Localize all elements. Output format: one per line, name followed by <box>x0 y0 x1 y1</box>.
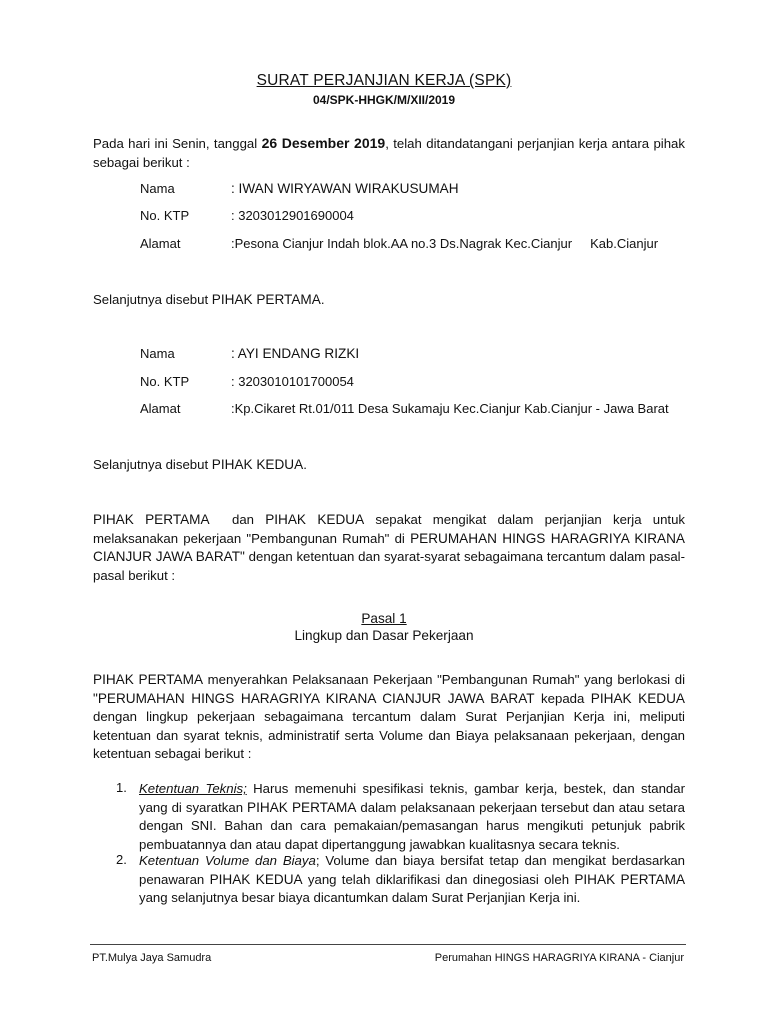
list-item-text1: ; Volume dan biaya bersifat tetap dan mengikat berdasarkan penawaran <box>139 853 686 887</box>
second-party-address-value: :Kp.Cikaret Rt.01/011 Desa Sukamaju Kec.Cianjur Kab.Cianjur - Jawa Barat <box>231 401 669 416</box>
second-party-ktp-value: : 3203010101700054 <box>231 374 354 389</box>
agreement-party1: PIHAK PERTAMA <box>93 512 210 527</box>
list-item <box>139 780 685 854</box>
list-item-term: Ketentuan Teknis; <box>139 781 247 796</box>
agreement-and: dan <box>209 512 266 527</box>
first-party-address-label: Alamat <box>140 236 181 251</box>
list-item-party: PIHAK KEDUA <box>209 871 303 887</box>
list-item-text1: Harus memenuhi spesifikasi teknis, gambar kerja, bestek, dan standar yang di syaratkan <box>139 781 685 815</box>
agreement-paragraph <box>93 511 685 585</box>
second-party-name-label: Nama <box>140 346 175 361</box>
agreement-party2: PIHAK KEDUA <box>265 512 365 527</box>
list-item-text2: yang telah diklarifikasi dan dinegosiasi oleh <box>302 871 575 887</box>
pasal1-heading: Pasal 1 <box>361 611 407 626</box>
second-party-designation-name: PIHAK KEDUA <box>211 457 304 472</box>
list-item-text2: dalam pelaksanaan pekerjaan tersebut dan atau setara dengan SNI. Bahan dan cara pemakaian/pemasangan harus mengikuti petunjuk pabrik pembuatannya dan atau dapat dipertanggung jawabkan kualitasnya secara teknis. <box>139 799 686 852</box>
second-party-ktp-label: No. KTP <box>140 374 190 389</box>
second-party-address-label: Alamat <box>140 401 181 416</box>
pasal1-text2: kepada <box>534 690 591 706</box>
document-number: 04/SPK-HHGK/M/XII/2019 <box>312 93 456 107</box>
first-party-designation-suffix: . <box>320 292 325 307</box>
pasal1-location: "PERUMAHAN HINGS HARAGRIYA KIRANA CIANJUR JAWA BARAT <box>93 690 535 706</box>
second-party-name-value: : AYI ENDANG RIZKI <box>231 346 360 361</box>
opening-suffix: , telah ditandatangani perjanjian kerja antara pihak sebagai berikut : <box>93 136 685 170</box>
list-item-text3: yang selanjutnya besar biaya dicantumkan dalam Surat Perjanjian Kerja ini. <box>139 890 581 905</box>
opening-prefix: Pada hari ini Senin, tanggal <box>93 136 262 151</box>
document-title: SURAT PERJANJIAN KERJA (SPK) <box>256 72 512 89</box>
list-item-party: PIHAK PERTAMA <box>247 799 357 815</box>
first-party-address-value: :Pesona Cianjur Indah blok.AA no.3 Ds.Nagrak Kec.Cianjur Kab.Cianjur <box>231 236 659 251</box>
pasal1-subheading: Lingkup dan Dasar Pekerjaan <box>294 628 474 643</box>
first-party-ktp-value: : 3203012901690004 <box>231 208 354 223</box>
first-party-designation <box>93 291 685 310</box>
footer-right: Perumahan HINGS HARAGRIYA KIRANA - Cianjur <box>434 952 684 964</box>
agreement-location: PERUMAHAN HINGS HARAGRIYA KIRANA CIANJUR JAWA BARAT" <box>93 530 685 564</box>
pasal1-text3: dengan lingkup pekerjaan sebagaimana tercantum dalam Surat Perjanjian Kerja ini, meliputi ketentuan dan syarat teknis, administratif serta Volume dan Biaya pelaksanaan pekerjaan, dengan ketentuan sebagai berikut : <box>93 709 685 761</box>
first-party-designation-prefix: Selanjutnya disebut <box>93 292 212 307</box>
second-party-designation-suffix: . <box>303 457 307 472</box>
footer-left: PT.Mulya Jaya Samudra <box>92 952 212 964</box>
second-party-designation-prefix: Selanjutnya disebut <box>93 457 212 472</box>
first-party-name-label: Nama <box>140 181 175 196</box>
agreement-text1: sepakat mengikat dalam perjanjian kerja untuk melaksanakan pekerjaan "Pembangunan Rumah" di <box>93 512 686 546</box>
pasal1-text1: menyerahkan Pelaksanaan Pekerjaan "Pembangunan Rumah" yang berlokasi di <box>203 672 686 687</box>
first-party-ktp-label: No. KTP <box>140 208 190 223</box>
agreement-text2: dengan ketentuan dan syarat-syarat sebagaimana tercantum dalam pasal-pasal berikut : <box>93 549 685 583</box>
list-item-number: 1. <box>116 780 127 795</box>
footer-divider <box>90 944 686 945</box>
first-party-name-value: : IWAN WIRYAWAN WIRAKUSUMAH <box>231 181 459 196</box>
list-item-number: 2. <box>116 852 127 867</box>
agreement-date: 26 Desember 2019 <box>261 135 386 151</box>
list-item-term: Ketentuan Volume dan Biaya <box>139 853 316 868</box>
pasal1-party1: PIHAK PERTAMA <box>93 672 204 687</box>
pasal1-party2: PIHAK KEDUA <box>590 690 686 706</box>
list-item <box>139 852 685 908</box>
opening-paragraph <box>93 134 685 172</box>
pasal1-paragraph <box>93 671 685 764</box>
second-party-designation <box>93 456 685 475</box>
first-party-designation-name: PIHAK PERTAMA <box>211 292 321 307</box>
list-item-party2: PIHAK PERTAMA <box>574 871 686 887</box>
